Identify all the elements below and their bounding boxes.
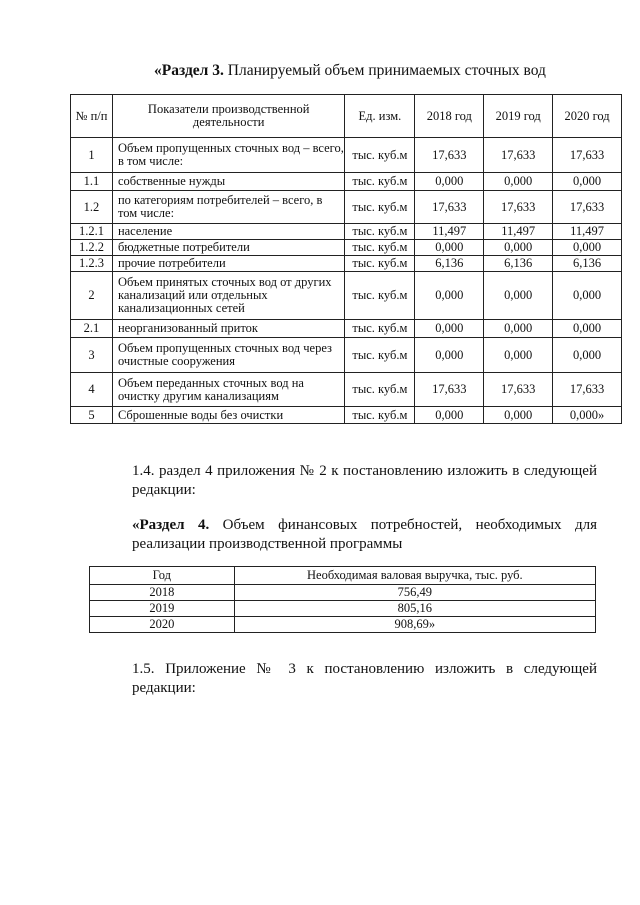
- col-header-indicator: Показатели производственной деятельности: [112, 95, 345, 138]
- row-unit: тыс. куб.м: [345, 256, 415, 272]
- row-num: 2: [71, 272, 113, 320]
- row-unit: тыс. куб.м: [345, 373, 415, 407]
- table-row: [71, 407, 622, 424]
- col-header-year: Год: [90, 567, 235, 585]
- row-num: 4: [71, 373, 113, 407]
- row-2018: 0,000: [415, 272, 484, 320]
- row-2018: 0,000: [415, 407, 484, 424]
- table-header-row: [71, 95, 622, 138]
- row-2020: 6,136: [553, 256, 622, 272]
- row-2018: 0,000: [415, 240, 484, 256]
- row-num: 1: [71, 138, 113, 173]
- row-revenue: 805,16: [234, 601, 595, 617]
- row-unit: тыс. куб.м: [345, 272, 415, 320]
- row-2018: 6,136: [415, 256, 484, 272]
- row-name: население: [112, 224, 345, 240]
- row-2019: 0,000: [484, 173, 553, 191]
- table-row: [90, 601, 596, 617]
- table-row: [71, 256, 622, 272]
- row-num: 1.2: [71, 191, 113, 224]
- col-header-revenue: Необходимая валовая выручка, тыс. руб.: [234, 567, 595, 585]
- row-2019: 17,633: [484, 373, 553, 407]
- row-2020: 0,000: [553, 338, 622, 373]
- table-row: [71, 173, 622, 191]
- row-num: 3: [71, 338, 113, 373]
- col-header-2020: 2020 год: [553, 95, 622, 138]
- col-header-unit: Ед. изм.: [345, 95, 415, 138]
- row-year: 2019: [90, 601, 235, 617]
- row-revenue: 756,49: [234, 585, 595, 601]
- row-name: Объем пропущенных сточных вод – всего, в том числе:: [112, 138, 345, 173]
- row-2018: 11,497: [415, 224, 484, 240]
- row-name: собственные нужды: [112, 173, 345, 191]
- row-name: бюджетные потребители: [112, 240, 345, 256]
- row-name: прочие потребители: [112, 256, 345, 272]
- row-2020: 0,000: [553, 173, 622, 191]
- row-2019: 0,000: [484, 272, 553, 320]
- row-revenue: 908,69»: [234, 617, 595, 633]
- section-4-title-line: [90, 516, 597, 554]
- section-3-title-bold: «Раздел 3.: [154, 62, 224, 79]
- row-name: Объем принятых сточных вод от других канализаций или отдельных канализационных сетей: [112, 272, 345, 320]
- row-num: 1.1: [71, 173, 113, 191]
- row-unit: тыс. куб.м: [345, 191, 415, 224]
- col-header-2018: 2018 год: [415, 95, 484, 138]
- row-year: 2018: [90, 585, 235, 601]
- row-num: 2.1: [71, 320, 113, 338]
- table-row: [71, 373, 622, 407]
- table-row: [90, 617, 596, 633]
- section-4-title: [90, 516, 597, 554]
- table-row: [71, 224, 622, 240]
- row-2020: 0,000: [553, 240, 622, 256]
- table-row: [71, 240, 622, 256]
- row-2018: 17,633: [415, 373, 484, 407]
- row-2018: 17,633: [415, 191, 484, 224]
- row-2019: 17,633: [484, 138, 553, 173]
- table-row: [71, 338, 622, 373]
- paragraph-1-4-text: 1.4. раздел 4 приложения № 2 к постановлению изложить в следующей редакции:: [132, 463, 597, 498]
- row-2020: 17,633: [553, 191, 622, 224]
- row-year: 2020: [90, 617, 235, 633]
- table-row: [90, 585, 596, 601]
- row-2019: 0,000: [484, 320, 553, 338]
- row-2018: 0,000: [415, 320, 484, 338]
- table-header-row: [90, 567, 596, 585]
- row-name: Объем пропущенных сточных вод через очистные сооружения: [112, 338, 345, 373]
- row-2018: 0,000: [415, 173, 484, 191]
- row-2018: 0,000: [415, 338, 484, 373]
- financial-needs-table: [89, 566, 596, 633]
- row-unit: тыс. куб.м: [345, 338, 415, 373]
- row-2018: 17,633: [415, 138, 484, 173]
- paragraph-1-5: [90, 660, 597, 698]
- section-4-title-text: Объем финансовых потребностей, необходимых для реализации производственной программы: [132, 517, 597, 552]
- table-row: [71, 191, 622, 224]
- row-unit: тыс. куб.м: [345, 224, 415, 240]
- row-2019: 6,136: [484, 256, 553, 272]
- section-3-title-text: Планируемый объем принимаемых сточных вод: [223, 62, 546, 79]
- table-row: [71, 272, 622, 320]
- row-name: Объем переданных сточных вод на очистку другим канализациям: [112, 373, 345, 407]
- row-2019: 0,000: [484, 338, 553, 373]
- row-num: 5: [71, 407, 113, 424]
- row-name: по категориям потребителей – всего, в том числе:: [112, 191, 345, 224]
- wastewater-volume-table: [70, 94, 622, 424]
- row-2020: 0,000: [553, 320, 622, 338]
- row-2019: 0,000: [484, 407, 553, 424]
- row-2019: 11,497: [484, 224, 553, 240]
- row-name: неорганизованный приток: [112, 320, 345, 338]
- row-2019: 0,000: [484, 240, 553, 256]
- paragraph-1-4: [90, 462, 597, 500]
- row-unit: тыс. куб.м: [345, 320, 415, 338]
- row-2020: 0,000»: [553, 407, 622, 424]
- row-unit: тыс. куб.м: [345, 240, 415, 256]
- row-2020: 17,633: [553, 138, 622, 173]
- row-name: Сброшенные воды без очистки: [112, 407, 345, 424]
- row-num: 1.2.1: [71, 224, 113, 240]
- table-row: [71, 138, 622, 173]
- row-num: 1.2.3: [71, 256, 113, 272]
- col-header-num: № п/п: [71, 95, 113, 138]
- col-header-2019: 2019 год: [484, 95, 553, 138]
- row-unit: тыс. куб.м: [345, 173, 415, 191]
- row-2020: 11,497: [553, 224, 622, 240]
- row-2020: 17,633: [553, 373, 622, 407]
- row-num: 1.2.2: [71, 240, 113, 256]
- row-unit: тыс. куб.м: [345, 407, 415, 424]
- table-row: [71, 320, 622, 338]
- section-4-title-bold: «Раздел 4.: [132, 517, 210, 533]
- paragraph-1-5-text: 1.5. Приложение № 3 к постановлению изложить в следующей редакции:: [132, 661, 597, 696]
- row-2019: 17,633: [484, 191, 553, 224]
- row-unit: тыс. куб.м: [345, 138, 415, 173]
- row-2020: 0,000: [553, 272, 622, 320]
- section-3-title: [0, 62, 640, 80]
